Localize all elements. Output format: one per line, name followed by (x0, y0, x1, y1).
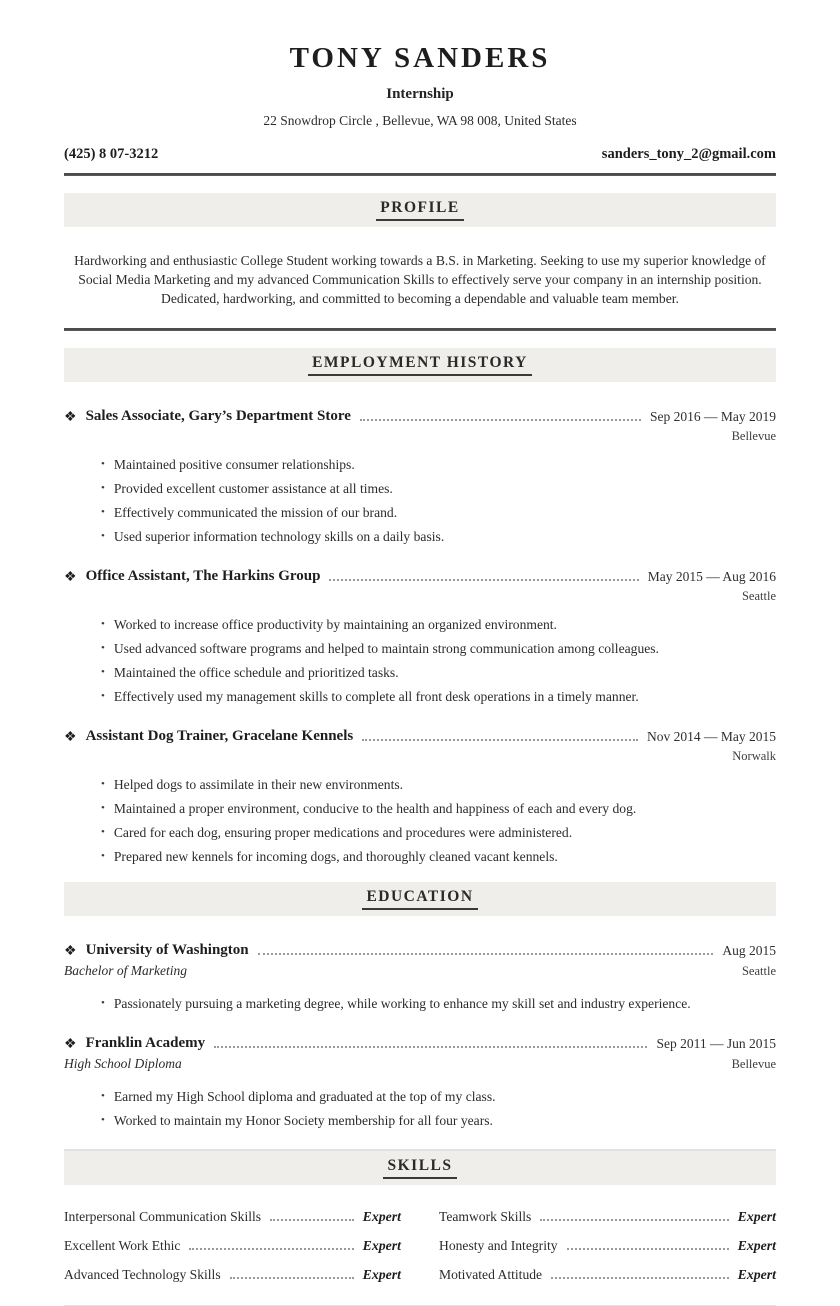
skill-name: Honesty and Integrity (439, 1238, 558, 1253)
list-item (101, 1112, 776, 1129)
list-item (101, 824, 776, 841)
list-item (101, 688, 776, 705)
dotted-leader (258, 953, 714, 955)
entry-marker-icon: ❖ (64, 409, 77, 425)
list-item (101, 640, 776, 657)
dotted-leader (270, 1219, 354, 1221)
contact-row (64, 146, 776, 163)
education-bullet-list (101, 995, 776, 1012)
job-location: Bellevue (731, 429, 776, 443)
job-bullet-list (101, 616, 776, 705)
bullet-text: Effectively communicated the mission of our brand. (113, 505, 398, 520)
school-location: Bellevue (731, 1057, 776, 1071)
skill-row (439, 1208, 776, 1225)
bullet-text: Worked to maintain my Honor Society membership for all four years. (113, 1113, 493, 1128)
bullet-icon: • (101, 997, 105, 1009)
bullet-text: Maintained positive consumer relationships. (113, 457, 355, 472)
skill-row (64, 1237, 401, 1254)
bullet-icon: • (101, 1090, 105, 1102)
bullet-icon: • (101, 618, 105, 630)
job-location: Norwalk (732, 749, 776, 763)
list-item (101, 1088, 776, 1105)
skill-name: Advanced Technology Skills (64, 1267, 221, 1282)
job-entry-head (64, 728, 776, 745)
section-employment-heading: EMPLOYMENT HISTORY (308, 353, 532, 376)
degree-name: High School Diploma (64, 1056, 182, 1071)
skill-level: Expert (362, 1209, 401, 1224)
bullet-text: Helped dogs to assimilate in their new environments. (113, 777, 404, 792)
bullet-icon: • (101, 482, 105, 494)
skill-name: Excellent Work Ethic (64, 1238, 181, 1253)
bullet-text: Maintained a proper environment, conducive to the health and happiness of each and every dog. (113, 801, 637, 816)
header-divider (64, 173, 776, 176)
candidate-address: 22 Snowdrop Circle , Bellevue, WA 98 008, United States (263, 113, 577, 128)
education-entry (64, 1035, 776, 1129)
job-entry (64, 728, 776, 865)
bullet-text: Provided excellent customer assistance at all times. (113, 481, 393, 496)
bullet-icon: • (101, 506, 105, 518)
school-dates: Aug 2015 (722, 943, 776, 958)
bullet-icon: • (101, 850, 105, 862)
entry-marker-icon: ❖ (64, 729, 77, 745)
job-location: Seattle (741, 589, 776, 603)
bullet-text: Effectively used my management skills to complete all front desk operations in a timely manner. (113, 689, 639, 704)
bullet-icon: • (101, 530, 105, 542)
education-subrow (64, 1056, 776, 1072)
skill-name: Motivated Attitude (439, 1267, 543, 1282)
skill-row (439, 1266, 776, 1283)
skill-row (64, 1266, 401, 1283)
degree-name: Bachelor of Marketing (64, 963, 187, 978)
skill-level: Expert (737, 1238, 776, 1253)
bullet-icon: • (101, 778, 105, 790)
header (64, 42, 776, 129)
dotted-leader (360, 419, 641, 421)
email-address: sanders_tony_2@gmail.com (601, 146, 776, 162)
job-bullet-list (101, 456, 776, 545)
skill-name: Teamwork Skills (439, 1209, 532, 1224)
profile-divider (64, 328, 776, 331)
skill-level: Expert (362, 1267, 401, 1282)
dotted-leader (540, 1219, 728, 1221)
list-item (101, 528, 776, 545)
job-title: Assistant Dog Trainer, Gracelane Kennels (85, 728, 354, 744)
job-entry (64, 568, 776, 705)
school-dates: Sep 2011 — Jun 2015 (656, 1036, 776, 1051)
bullet-icon: • (101, 802, 105, 814)
job-entry-head (64, 408, 776, 425)
list-item (101, 776, 776, 793)
list-item (101, 995, 776, 1012)
section-profile-heading: PROFILE (376, 198, 463, 221)
dotted-leader (214, 1046, 647, 1048)
list-item (101, 504, 776, 521)
dotted-leader (230, 1277, 354, 1279)
section-skills-heading: SKILLS (383, 1156, 456, 1179)
bullet-icon: • (101, 690, 105, 702)
section-employment-banner (64, 348, 776, 382)
bullet-text: Worked to increase office productivity by maintaining an organized environment. (113, 617, 557, 632)
dotted-leader (551, 1277, 729, 1279)
education-entry-head (64, 1035, 776, 1052)
bullet-icon: • (101, 458, 105, 470)
dotted-leader (362, 739, 638, 741)
dotted-leader (329, 579, 638, 581)
phone-number: (425) 8 07-3212 (64, 146, 159, 162)
bullet-text: Passionately pursuing a marketing degree, while working to enhance my skill set and industry experience. (113, 996, 691, 1011)
candidate-name: TONY SANDERS (289, 42, 551, 74)
list-item (101, 480, 776, 497)
job-entry (64, 408, 776, 545)
bullet-text: Maintained the office schedule and prioritized tasks. (113, 665, 399, 680)
list-item (101, 800, 776, 817)
bullet-text: Used advanced software programs and helped to maintain strong communication among colleagues. (113, 641, 659, 656)
bullet-text: Used superior information technology skills on a daily basis. (113, 529, 445, 544)
skills-grid (64, 1208, 776, 1283)
bullet-icon: • (101, 642, 105, 654)
section-profile-banner (64, 193, 776, 227)
dotted-leader (567, 1248, 729, 1250)
skills-column-right (439, 1208, 776, 1283)
profile-summary: Hardworking and enthusiastic College Student working towards a B.S. in Marketing. Seeking to use my superior knowledge of Social Media Marketing and my advanced Communication Skills to effectively serve your company in an internship position. Dedicated, hardworking, and committed to becoming a dependable and valuable team member. (74, 253, 766, 306)
list-item (101, 848, 776, 865)
section-skills-banner (64, 1150, 776, 1185)
job-dates: Sep 2016 — May 2019 (650, 409, 776, 424)
bullet-icon: • (101, 826, 105, 838)
employment-entries (64, 408, 776, 865)
skill-row (439, 1237, 776, 1254)
dotted-leader (189, 1248, 353, 1250)
entry-marker-icon: ❖ (64, 569, 77, 585)
list-item (101, 616, 776, 633)
job-bullet-list (101, 776, 776, 865)
skill-level: Expert (737, 1209, 776, 1224)
school-name: University of Washington (85, 942, 249, 958)
bullet-icon: • (101, 1114, 105, 1126)
skills-column-left (64, 1208, 401, 1283)
education-entries (64, 942, 776, 1129)
bullet-text: Prepared new kennels for incoming dogs, and thoroughly cleaned vacant kennels. (113, 849, 558, 864)
bullet-icon: • (101, 666, 105, 678)
candidate-job-title: Internship (386, 86, 454, 102)
bullet-text: Earned my High School diploma and graduated at the top of my class. (113, 1089, 496, 1104)
list-item (101, 456, 776, 473)
job-entry-head (64, 568, 776, 585)
skill-level: Expert (362, 1238, 401, 1253)
skill-level: Expert (737, 1267, 776, 1282)
education-entry (64, 942, 776, 1012)
school-location: Seattle (741, 964, 776, 978)
skill-row (64, 1208, 401, 1225)
education-entry-head (64, 942, 776, 959)
bullet-text: Cared for each dog, ensuring proper medications and procedures were administered. (113, 825, 573, 840)
job-dates: Nov 2014 — May 2015 (647, 729, 776, 744)
job-dates: May 2015 — Aug 2016 (647, 569, 776, 584)
education-subrow (64, 963, 776, 979)
school-name: Franklin Academy (85, 1035, 206, 1051)
skill-name: Interpersonal Communication Skills (64, 1209, 262, 1224)
education-bullet-list (101, 1088, 776, 1129)
job-title: Office Assistant, The Harkins Group (85, 568, 321, 584)
entry-marker-icon: ❖ (64, 943, 77, 959)
job-title: Sales Associate, Gary’s Department Store (85, 408, 351, 424)
section-education-banner (64, 882, 776, 916)
list-item (101, 664, 776, 681)
entry-marker-icon: ❖ (64, 1036, 77, 1052)
section-education-heading: EDUCATION (362, 887, 477, 910)
